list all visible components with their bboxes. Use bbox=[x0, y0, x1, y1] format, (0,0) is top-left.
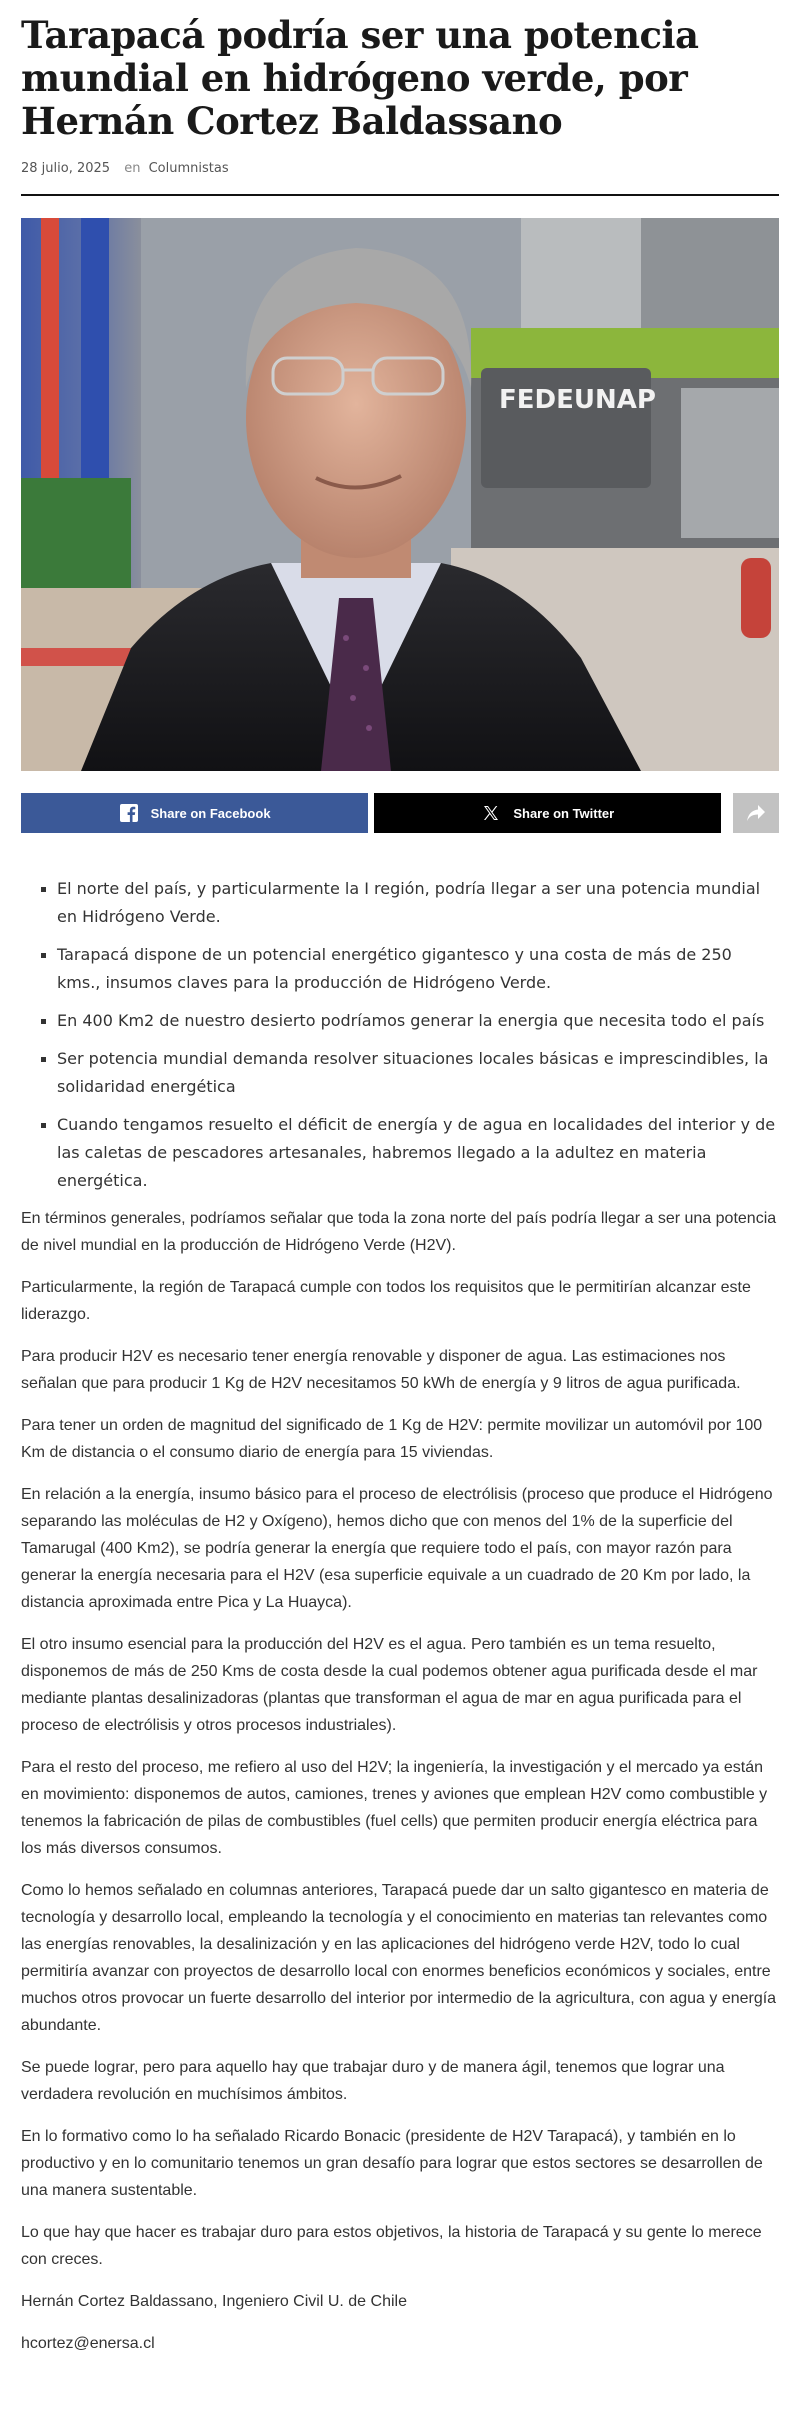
x-twitter-icon bbox=[481, 803, 501, 823]
body-paragraph: En términos generales, podríamos señalar que toda la zona norte del país podría llegar a ser una potencia de nivel mundial en la producción de Hidrógeno Verde (H2V). bbox=[21, 1210, 777, 1254]
body-paragraph: Como lo hemos señalado en columnas anteriores, Tarapacá puede dar un salto gigantesco en materia de tecnología y desarrollo local, empleando la tecnología y el conocimiento en materias tan relevantes como las energías renovables, la desalinización y en las aplicaciones del hidrógeno verde H2V, todo lo cual permitiría avanzar con proyectos de desarrollo local con enormes beneficios económicos y sociales, entre muchos otros provocar un fuerte desarrollo del interior por intermedio de la agricultura, con agua y energía abundante. bbox=[21, 1882, 777, 2034]
share-facebook-button[interactable] bbox=[21, 793, 368, 833]
article-meta bbox=[21, 161, 779, 176]
share-twitter-button[interactable] bbox=[374, 793, 721, 833]
body-paragraph: Para tener un orden de magnitud del significado de 1 Kg de H2V: permite movilizar un automóvil por 100 Km de distancia o el consumo diario de energía para 15 viviendas. bbox=[21, 1417, 763, 1461]
body-paragraph: Lo que hay que hacer es trabajar duro para estos objetivos, la historia de Tarapacá y su gente lo merece con creces. bbox=[21, 2224, 762, 2268]
body-paragraph: El otro insumo esencial para la producción del H2V es el agua. Pero también es un tema resuelto, disponemos de más de 250 Kms de costa desde la cual podemos obtener agua purificada desde el mar mediante plantas desalinizadoras (plantas que transforman el agua de mar en agua purificada para el proceso de electrólisis y otros procesos industriales). bbox=[21, 1636, 758, 1734]
body-paragraph: En lo formativo como lo ha señalado Ricardo Bonacic (presidente de H2V Tarapacá), y también en lo productivo y en lo comunitario tenemos un gran desafío para lograr que estos sectores se desarrollen de una manera sustentable. bbox=[21, 2128, 763, 2199]
article-title: Tarapacá podría ser una potencia mundial en hidrógeno verde, por Hernán Cortez Baldassano bbox=[21, 13, 699, 143]
share-facebook-label: Share on Facebook bbox=[150, 805, 271, 821]
share-twitter-label: Share on Twitter bbox=[513, 805, 615, 821]
share-more-button[interactable] bbox=[733, 793, 779, 833]
body-paragraph: Para producir H2V es necesario tener energía renovable y disponer de agua. Las estimaciones nos señalan que para producir 1 Kg de H2V necesitamos 50 kWh de energía y 9 litros de agua purificada. bbox=[21, 1348, 741, 1392]
body-paragraph: Para el resto del proceso, me refiero al uso del H2V; la ingeniería, la investigación y el mercado ya están en movimiento: disponemos de autos, camiones, trenes y aviones que emplean H2V como combustible y tenemos la fabricación de pilas de combustibles (fuel cells) que permiten producir energía eléctrica para los más diversos consumos. bbox=[21, 1759, 768, 1857]
author-email[interactable]: hcortez@enersa.cl bbox=[21, 2335, 155, 2352]
highlight-item: Cuando tengamos resuelto el déficit de energía y de agua en localidades del interior y de las caletas de pescadores artesanales, habremos llegado a la adultez en materia energética. bbox=[57, 1111, 779, 1195]
hero-sign-text: FEDEUNAP bbox=[499, 385, 656, 415]
highlight-item: En 400 Km2 de nuestro desierto podríamos generar la energia que necesita todo el país bbox=[57, 1007, 779, 1035]
hero-photo-illustration bbox=[21, 218, 779, 771]
highlights-list bbox=[21, 875, 779, 1195]
body-paragraph: Particularmente, la región de Tarapacá cumple con todos los requisitos que le permitirían alcanzar este liderazgo. bbox=[21, 1279, 751, 1323]
highlight-item: Tarapacá dispone de un potencial energético gigantesco y una costa de más de 250 kms., insumos claves para la producción de Hidrógeno Verde. bbox=[57, 941, 779, 997]
body-paragraph: Se puede lograr, pero para aquello hay que trabajar duro y de manera ágil, tenemos que lograr una verdadera revolución en muchísimos ámbitos. bbox=[21, 2059, 725, 2103]
publish-date: 28 julio, 2025 bbox=[21, 161, 111, 176]
author-signature: Hernán Cortez Baldassano, Ingeniero Civil U. de Chile bbox=[21, 2293, 407, 2310]
category-link[interactable]: Columnistas bbox=[148, 161, 229, 176]
highlight-item: El norte del país, y particularmente la I región, podría llegar a ser una potencia mundial en Hidrógeno Verde. bbox=[57, 875, 779, 931]
article-body bbox=[21, 1205, 779, 2357]
title-divider bbox=[21, 194, 779, 196]
facebook-icon bbox=[119, 803, 139, 823]
highlight-item: Ser potencia mundial demanda resolver situaciones locales básicas e imprescindibles, la solidaridad energética bbox=[57, 1045, 779, 1101]
share-bar bbox=[21, 793, 779, 833]
hero-image bbox=[21, 218, 779, 771]
category-prefix: en bbox=[124, 161, 141, 176]
share-arrow-icon bbox=[746, 803, 766, 823]
body-paragraph: En relación a la energía, insumo básico para el proceso de electrólisis (proceso que produce el Hidrógeno separando las moléculas de H2 y Oxígeno), hemos dicho que con menos del 1% de la superficie del Tamarugal (400 Km2), se podría generar la energía que requiere todo el país, con mayor razón para generar la energía necesaria para el H2V (esa superficie equivale a un cuadrado de 20 Km por lado, la distancia aproximada entre Pica y La Huayca). bbox=[21, 1486, 773, 1611]
